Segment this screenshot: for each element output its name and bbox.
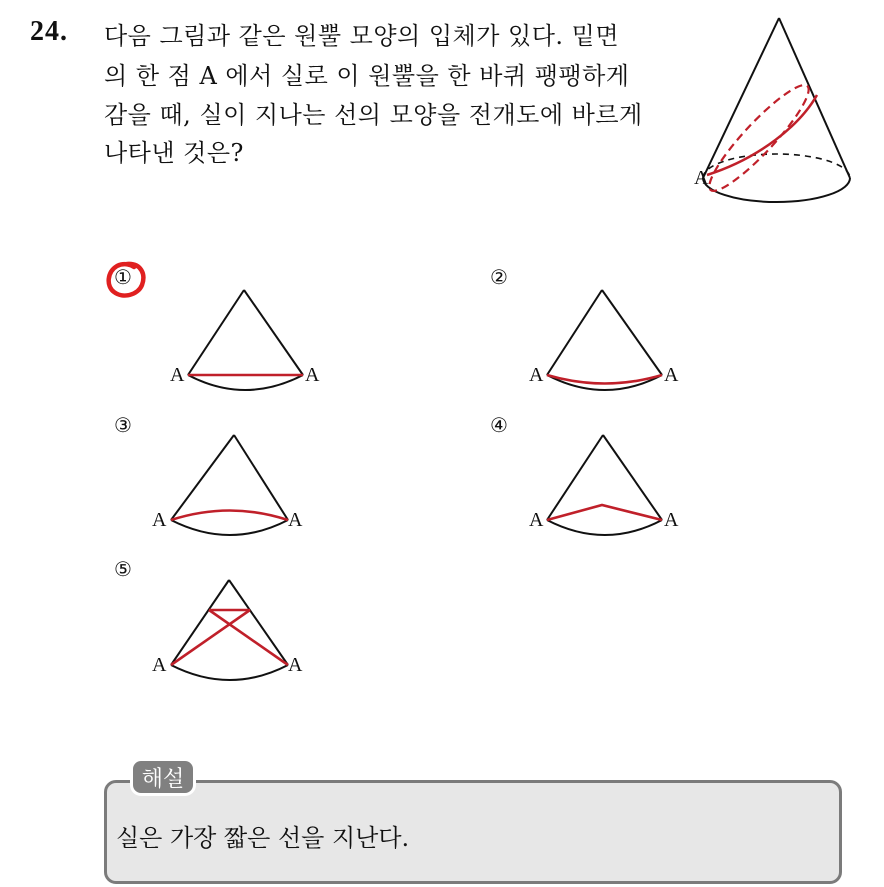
choice-1-left-label: A — [170, 364, 185, 386]
choice-1-figure[interactable] — [160, 280, 340, 405]
question-text-line: 감을 때, 실이 지나는 선의 모양을 전개도에 바르게 — [104, 101, 643, 129]
choice-2-right-label: A — [664, 364, 679, 386]
choice-1-right-label: A — [305, 364, 320, 386]
question-text-line: 다음 그림과 같은 원뿔 모양의 입체가 있다. 밑면 — [104, 22, 620, 50]
choice-5-right-label: A — [288, 654, 303, 676]
choice-4-right-label: A — [664, 509, 679, 531]
solution-tab: 해설 — [130, 758, 196, 796]
choice-3-right-label: A — [288, 509, 303, 531]
choice-1-number[interactable]: ① — [114, 265, 132, 289]
choice-3-left-label: A — [152, 509, 167, 531]
choice-2-figure[interactable] — [525, 280, 705, 405]
question-text-line: 나타낸 것은? — [104, 139, 244, 167]
choice-5-left-label: A — [152, 654, 167, 676]
cone-figure — [680, 10, 870, 200]
choice-4-figure[interactable] — [525, 425, 705, 550]
choice-4-number[interactable]: ④ — [490, 413, 508, 437]
choice-5-figure[interactable] — [150, 570, 330, 695]
point-a-label: A — [694, 167, 709, 189]
choice-5-number[interactable]: ⑤ — [114, 557, 132, 581]
question-text-line: 의 한 점 A 에서 실로 이 원뿔을 한 바퀴 팽팽하게 — [104, 62, 630, 90]
choice-4-left-label: A — [529, 509, 544, 531]
choice-3-figure[interactable] — [150, 425, 330, 550]
question-number: 24. — [30, 16, 68, 47]
solution-text: 실은 가장 짧은 선을 지난다. — [116, 824, 410, 852]
choice-3-number[interactable]: ③ — [114, 413, 132, 437]
choice-2-left-label: A — [529, 364, 544, 386]
choice-2-number[interactable]: ② — [490, 265, 508, 289]
